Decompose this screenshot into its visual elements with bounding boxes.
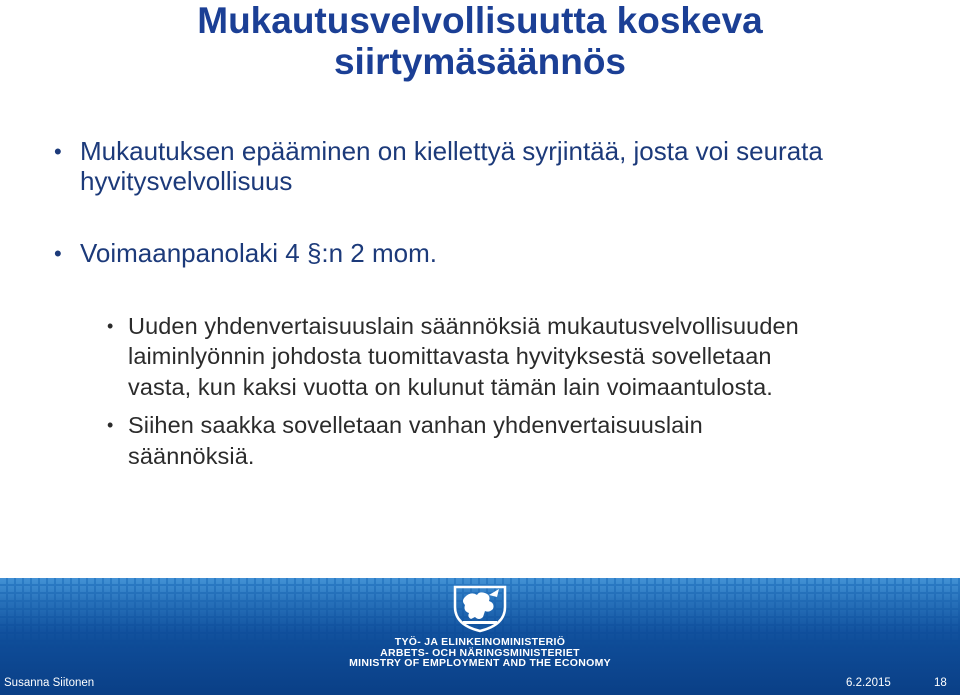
slide-title-line-1: Mukautusvelvollisuutta koskeva [197,0,763,41]
sub-bullet-marker: • [107,415,114,435]
sub-bullet-1-line-2: laiminlyönnin johdosta tuomittavasta hyvityksestä sovelletaan [128,343,772,369]
bullet-marker: • [54,241,62,266]
bullet-1-line-1: Mukautuksen epääminen on kiellettyä syrjintää, josta voi seurata [80,136,823,166]
slide-title-line-2: siirtymäsäännös [333,41,627,82]
sub-bullet-1-line-1: Uuden yhdenvertaisuuslain säännöksiä mukautusvelvollisuuden [128,313,799,339]
bullet-1-line-2: hyvitysvelvollisuus [80,166,293,196]
sub-bullet-2-line-2: säännöksiä. [128,443,255,469]
sub-bullet-1-line-3: vasta, kun kaksi vuotta on kulunut tämän lain voimaantulosta. [128,374,773,400]
ministry-name-finnish: TYÖ- JA ELINKEINOMINISTERIÖ [394,636,566,648]
ministry-name-english: MINISTRY OF EMPLOYMENT AND THE ECONOMY [349,657,611,669]
lion-coat-of-arms-icon [449,583,511,633]
footer-author: Susanna Siitonen [4,677,95,689]
ministry-name-swedish: ARBETS- OCH NÄRINGSMINISTERIET [380,647,580,659]
bullet-2-line-1: Voimaanpanolaki 4 §:n 2 mom. [80,238,437,268]
footer-date: 6.2.2015 [846,677,891,689]
bullet-marker: • [54,139,62,164]
sub-bullet-marker: • [107,316,114,336]
footer-page-number: 18 [934,677,947,689]
sub-bullet-2-line-1: Siihen saakka sovelletaan vanhan yhdenvertaisuuslain [128,412,703,438]
